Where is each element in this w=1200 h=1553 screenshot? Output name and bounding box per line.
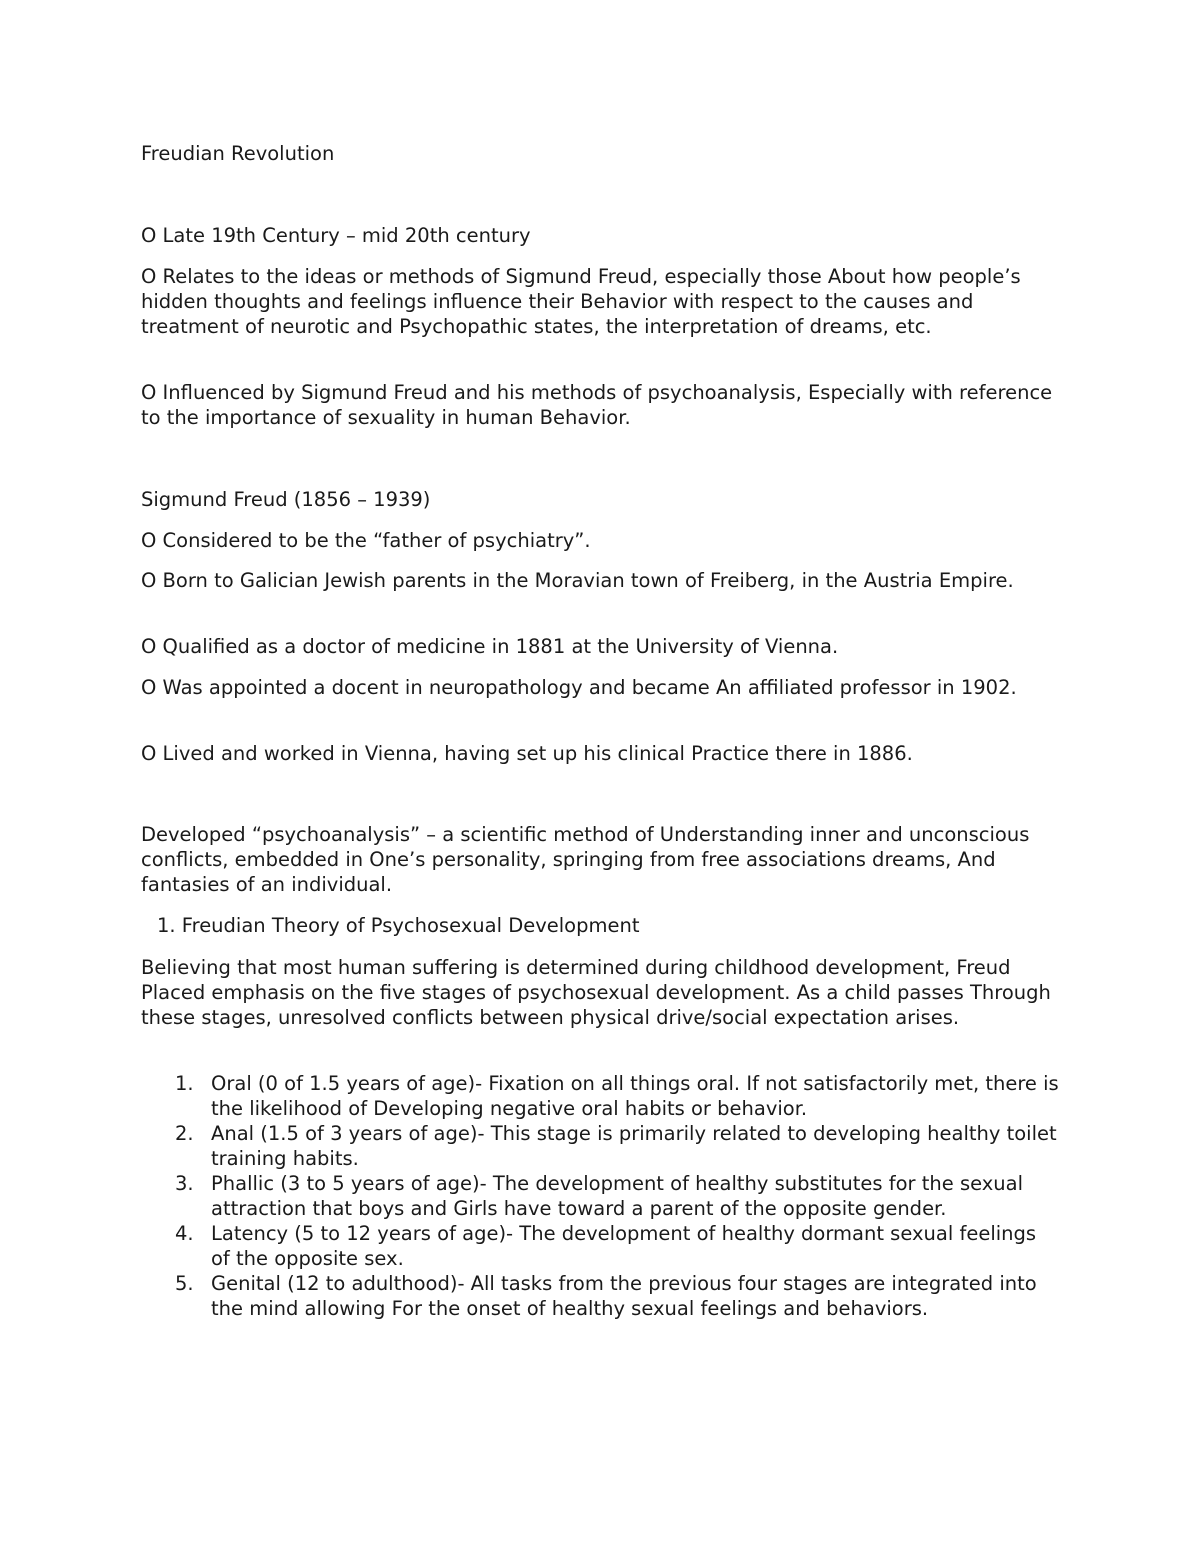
stage-item-anal	[141, 1121, 1061, 1171]
bullet-born-to-parents: O Born to Galician Jewish parents in the Moravian town of Freiberg, in the Austria Empire.	[141, 569, 1014, 592]
stage-text: Oral (0 of 1.5 years of age)- Fixation on all things oral. If not satisfactorily met, there is the likelihood of Developing negative oral habits or behavior.	[211, 1072, 1059, 1120]
bullet-father-of-psychiatry: O Considered to be the “father of psychiatry”.	[141, 529, 591, 552]
stage-item-phallic	[141, 1171, 1061, 1221]
psychosexual-stages-list	[141, 1071, 1061, 1321]
stage-text: Latency (5 to 12 years of age)- The development of healthy dormant sexual feelings of the opposite sex.	[211, 1222, 1037, 1270]
bullet-qualified-doctor: O Qualified as a doctor of medicine in 1881 at the University of Vienna.	[141, 635, 839, 658]
theory-heading: 1. Freudian Theory of Psychosexual Development	[157, 914, 640, 937]
stage-number: 1.	[175, 1072, 194, 1095]
stage-number: 2.	[175, 1122, 194, 1145]
psychoanalysis-intro: Developed “psychoanalysis” – a scientific method of Understanding inner and unconscious conflicts, embedded in One’s personality, springing from free associations dreams, And fantasies of an individual.	[141, 823, 1030, 896]
theory-description: Believing that most human suffering is determined during childhood development, Freud Placed emphasis on the five stages of psychosexual development. As a child passes Through these stages, unresolved conflicts between physical drive/social expectation arises.	[141, 956, 1051, 1029]
stage-item-oral	[141, 1071, 1061, 1121]
bullet-relates-to-ideas: O Relates to the ideas or methods of Sigmund Freud, especially those About how people’s hidden thoughts and feelings influence their Behavior with respect to the causes and treatment of neurotic and Psychopathic states, the interpretation of dreams, etc.	[141, 265, 1021, 338]
stage-text: Anal (1.5 of 3 years of age)- This stage is primarily related to developing healthy toilet training habits.	[211, 1122, 1057, 1170]
stage-number: 5.	[175, 1272, 194, 1295]
stage-item-genital	[141, 1271, 1061, 1321]
section-title-sigmund-freud: Sigmund Freud (1856 – 1939)	[141, 488, 431, 511]
bullet-lived-in-vienna: O Lived and worked in Vienna, having set up his clinical Practice there in 1886.	[141, 742, 913, 765]
stage-item-latency	[141, 1221, 1061, 1271]
bullet-appointed-docent: O Was appointed a docent in neuropathology and became An affiliated professor in 1902.	[141, 676, 1017, 699]
bullet-influenced-by-freud: O Influenced by Sigmund Freud and his methods of psychoanalysis, Especially with reference to the importance of sexuality in human Behavior.	[141, 381, 1053, 429]
stage-text: Genital (12 to adulthood)- All tasks from the previous four stages are integrated into the mind allowing For the onset of healthy sexual feelings and behaviors.	[211, 1272, 1037, 1320]
stage-number: 3.	[175, 1172, 194, 1195]
section-title-freudian-revolution: Freudian Revolution	[141, 142, 335, 165]
bullet-late-19th-century: O Late 19th Century – mid 20th century	[141, 224, 531, 247]
stage-number: 4.	[175, 1222, 194, 1245]
stage-text: Phallic (3 to 5 years of age)- The development of healthy substitutes for the sexual attraction that boys and Girls have toward a parent of the opposite gender.	[211, 1172, 1024, 1220]
